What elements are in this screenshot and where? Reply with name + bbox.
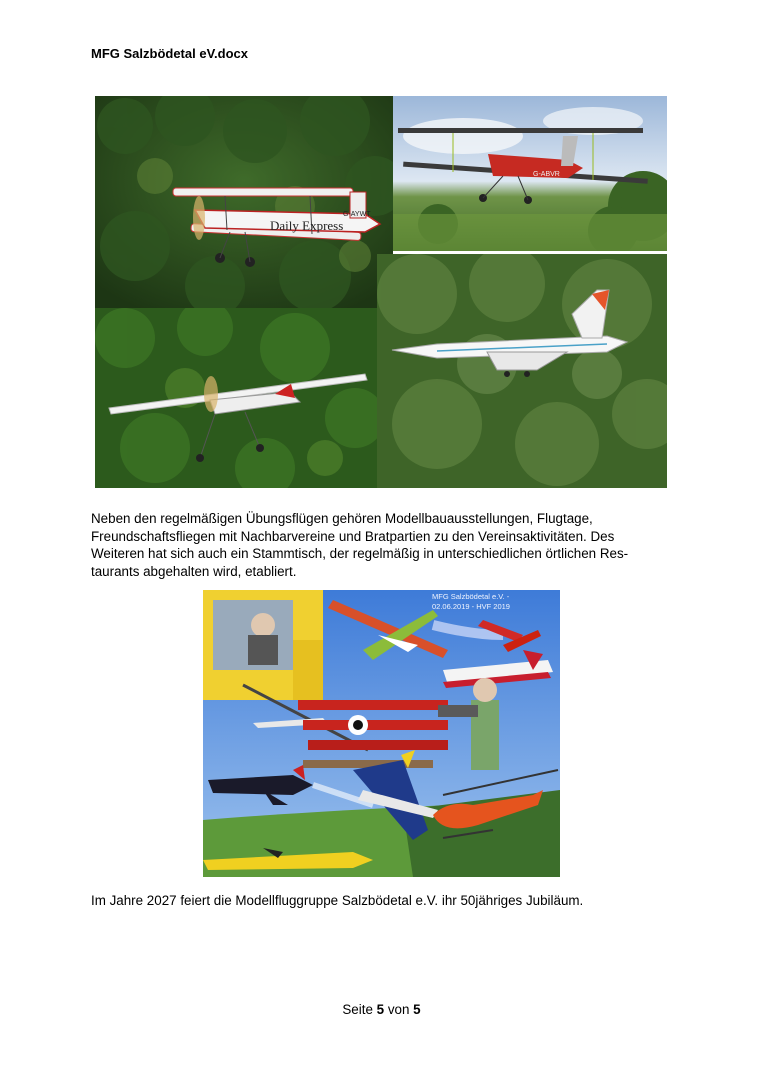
- paragraph-line: taurants abgehalten wird, etabliert.: [91, 563, 297, 579]
- footer-current-page: 5: [376, 1002, 385, 1017]
- activities-paragraph: [91, 510, 681, 580]
- cockpit-photo: [203, 590, 323, 700]
- photo-jet-forest: [377, 254, 667, 488]
- paragraph-line: Weiteren hat sich auch ein Stammtisch, der regelmäßig in unterschiedlichen örtlichen Res-: [91, 546, 629, 561]
- biplane-lettering: Daily Express: [270, 218, 344, 233]
- footer-prefix: Seite: [342, 1002, 373, 1017]
- collage-caption-line2: 02.06.2019 - HVF 2019: [432, 601, 510, 611]
- photo-biplane-forest: [95, 96, 393, 308]
- jubilee-sentence: Im Jahre 2027 feiert die Modellfluggruppe Salzbödetal e.V. ihr 50jähriges Jubiläum.: [91, 893, 584, 908]
- paragraph-line: Freundschaftsfliegen mit Nachbarvereine und Bratpartien zu den Vereinsaktivitäten. Des: [91, 528, 615, 544]
- biplane-right-registration: G-ABVR: [533, 171, 560, 178]
- photo-collage-top: [95, 96, 667, 488]
- document-title: MFG Salzbödetal eV.docx: [91, 46, 249, 61]
- paragraph-line: Neben den regelmäßigen Übungsflügen gehören Modellbauausstellungen, Flugtage,: [91, 511, 593, 526]
- photo-red-biplane-sky: [393, 96, 667, 251]
- collage-caption: [432, 592, 510, 611]
- biplane-left-registration: G-AYWT: [343, 211, 371, 218]
- photo-highwing-forest: [95, 308, 377, 488]
- footer-middle: von: [387, 1002, 410, 1017]
- page-footer: [0, 1002, 763, 1017]
- collage-caption-line1: MFG Salzbödetal e.V. -: [432, 592, 510, 601]
- photo-collage-bottom: [203, 590, 560, 877]
- footer-total-pages: 5: [413, 1002, 421, 1017]
